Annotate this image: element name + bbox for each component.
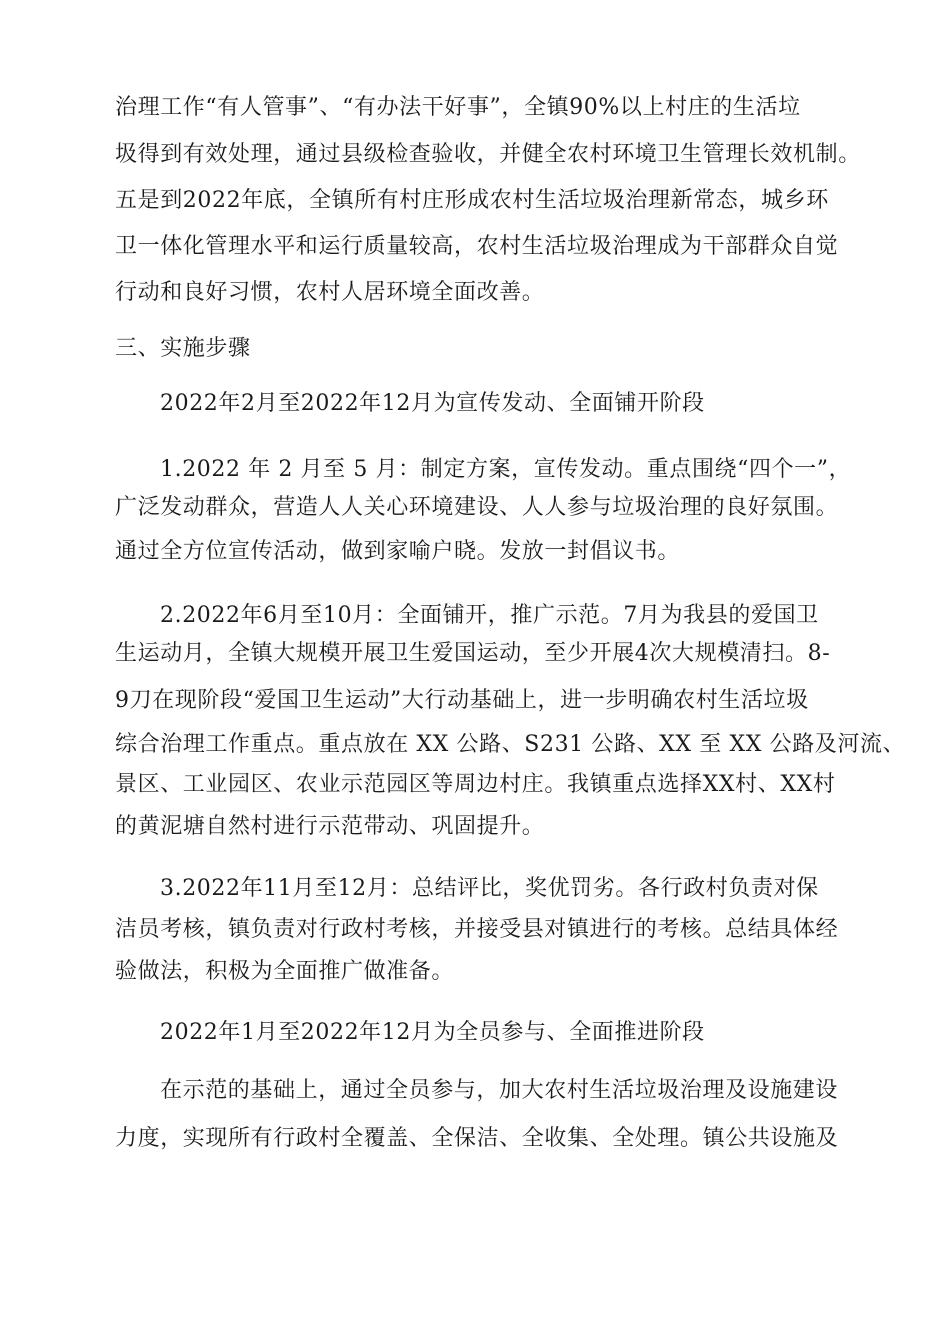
stage-title: 2022年2月至2022年12月为宣传发动、全面铺开阶段 — [160, 391, 705, 416]
paragraph-line: 治理工作“有人管事”、“有办法干好事”，全镇90%以上村庄的生活垃 — [115, 95, 801, 120]
paragraph-line: 圾得到有效处理，通过县级检查验收，并健全农村环境卫生管理长效机制。 — [115, 142, 861, 167]
paragraph-line: 行动和良好习惯，农村人居环境全面改善。 — [115, 280, 545, 305]
paragraph-line: 验做法，积极为全面推广做准备。 — [115, 959, 455, 984]
paragraph-line: 广泛发动群众，营造人人关心环境建设、人人参与垃圾治理的良好氛围。 — [115, 495, 839, 520]
paragraph-line: 洁员考核，镇负责对行政村考核，并接受县对镇进行的考核。总结具体经 — [115, 917, 839, 942]
paragraph-line: 五是到2022年底，全镇所有村庄形成农村生活垃圾治理新常态，城乡环 — [115, 188, 829, 213]
paragraph-line: 在示范的基础上，通过全员参与，加大农村生活垃圾治理及设施建设 — [160, 1078, 839, 1103]
paragraph-line: 9刀在现阶段“爱国卫生运动”大行动基础上，进一步明确农村生活垃圾 — [115, 688, 809, 713]
paragraph-line: 2.2022年6月至10月：全面铺开，推广示范。7月为我县的爱国卫 — [160, 603, 819, 628]
paragraph-line: 3.2022年11月至12月：总结评比，奖优罚劣。各行政村负责对保 — [160, 876, 819, 901]
paragraph-line: 力度，实现所有行政村全覆盖、全保洁、全收集、全处理。镇公共设施及 — [115, 1126, 839, 1151]
paragraph-line: 综合治理工作重点。重点放在 XX 公路、S231 公路、XX 至 XX 公路及河流、 — [115, 732, 906, 757]
paragraph-line: 卫一体化管理水平和运行质量较高，农村生活垃圾治理成为干部群众自觉 — [115, 234, 839, 259]
paragraph-line: 1.2022 年 2 月至 5 月：制定方案，宣传发动。重点围绕“四个一”， — [160, 457, 852, 482]
paragraph-line: 通过全方位宣传活动，做到家喻户晓。发放一封倡议书。 — [115, 539, 681, 564]
paragraph-line: 的黄泥塘自然村进行示范带动、巩固提升。 — [115, 814, 545, 839]
paragraph-line: 生运动月，全镇大规模开展卫生爱国运动，至少开展4次大规模清扫。8- — [115, 641, 831, 666]
section-heading: 三、实施步骤 — [115, 336, 251, 361]
paragraph-line: 景区、工业园区、农业示范园区等周边村庄。我镇重点选择XX村、XX村 — [115, 772, 836, 797]
stage-title: 2022年1月至2022年12月为全员参与、全面推进阶段 — [160, 1020, 705, 1045]
